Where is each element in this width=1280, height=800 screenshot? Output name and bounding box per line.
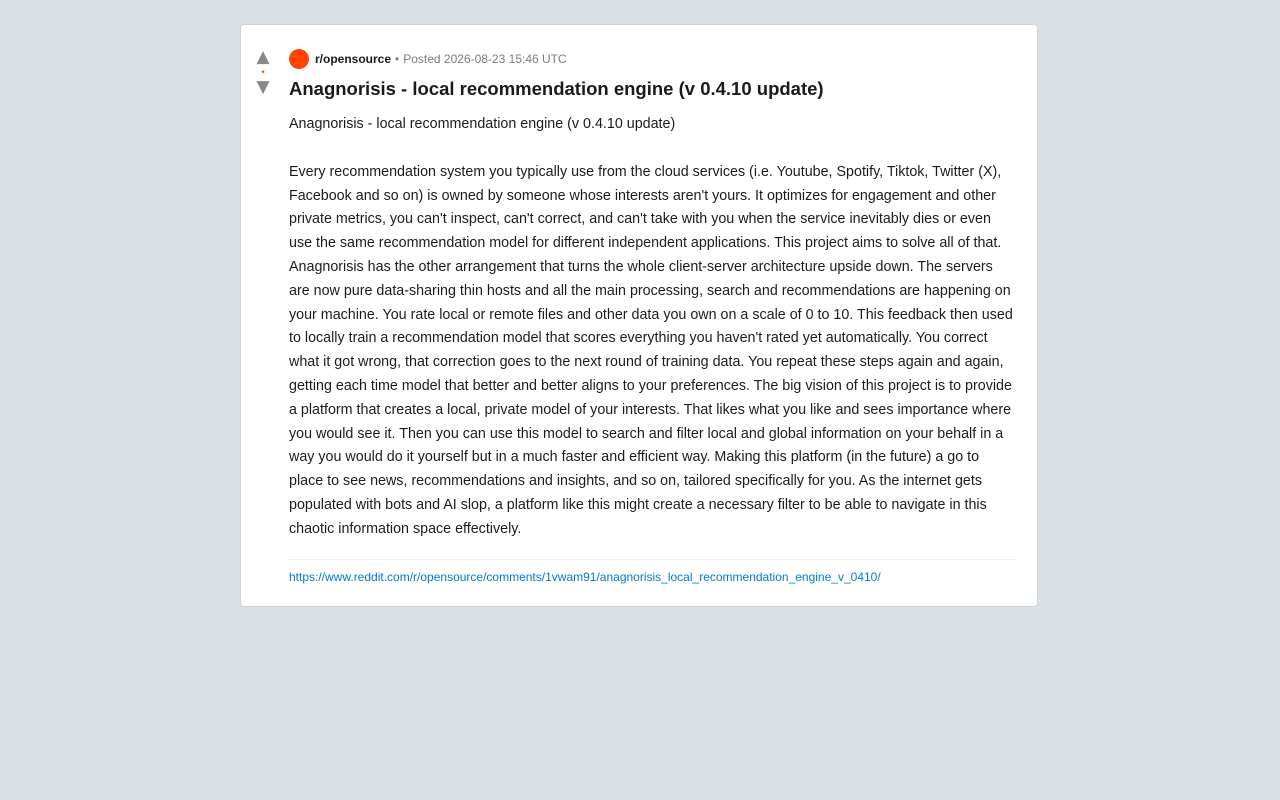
post-timestamp: Posted 2026-08-23 15:46 UTC [403, 52, 567, 66]
meta-separator: • [395, 52, 400, 66]
subreddit-avatar-icon[interactable] [289, 49, 309, 69]
paragraph-gap [289, 137, 1015, 161]
post-url-link[interactable]: https://www.reddit.com/r/opensource/comments/1vwam91/anagnorisis_local_recommendation_engine_v_0410/ [289, 569, 881, 584]
post-title[interactable]: Anagnorisis - local recommendation engine (v 0.4.10 update) [289, 78, 824, 99]
post-card [240, 24, 1038, 607]
subreddit-link[interactable]: r/opensource [315, 52, 392, 66]
post-meta [289, 49, 1015, 69]
divider [289, 559, 1015, 560]
vote-column [251, 47, 275, 97]
downvote-arrow-icon[interactable]: ▼ [256, 77, 270, 97]
post-body [289, 113, 1015, 542]
vote-score: • [261, 67, 265, 77]
post-content [289, 49, 1015, 585]
upvote-arrow-icon[interactable]: ▲ [256, 47, 270, 67]
post-body-paragraph: Every recommendation system you typically use from the cloud services (i.e. Youtube, Spotify, Tiktok, Twitter (X), Facebook and so on) is owned by someone whose interests aren't yours. It optimizes for engagement and other private metrics, you can't inspect, can't correct, and can't take with you when the service inevitably dies or even use the same recommendation model for different independent applications. This project aims to solve all of that. Anagnorisis has the other arrangement that turns the whole client-server architecture upside down. The servers are now pure data-sharing thin hosts and all the main processing, search and recommendations are happening on your machine. You rate local or remote files and other data you own on a scale of 0 to 10. This feedback then used to locally train a recommendation model that scores everything you haven't rated yet automatically. You correct what it got wrong, that correction goes to the next round of training data. You repeat these steps again and again, getting each time model that better and better aligns to your preferences. The big vision of this project is to provide a platform that creates a local, private model of your interests. That likes what you like and sees importance where you would see it. Then you can use this model to search and filter local and global information on your behalf in a way you would do it yourself but in a much faster and efficient way. Making this platform (in the future) a go to place to see news, recommendations and insights, and so on, tailored specifically for you. As the internet gets populated with bots and AI slop, a platform like this might create a necessary filter to be able to navigate in this chaotic information space effectively. [289, 163, 1013, 537]
post-body-lead: Anagnorisis - local recommendation engine (v 0.4.10 update) [289, 116, 676, 132]
